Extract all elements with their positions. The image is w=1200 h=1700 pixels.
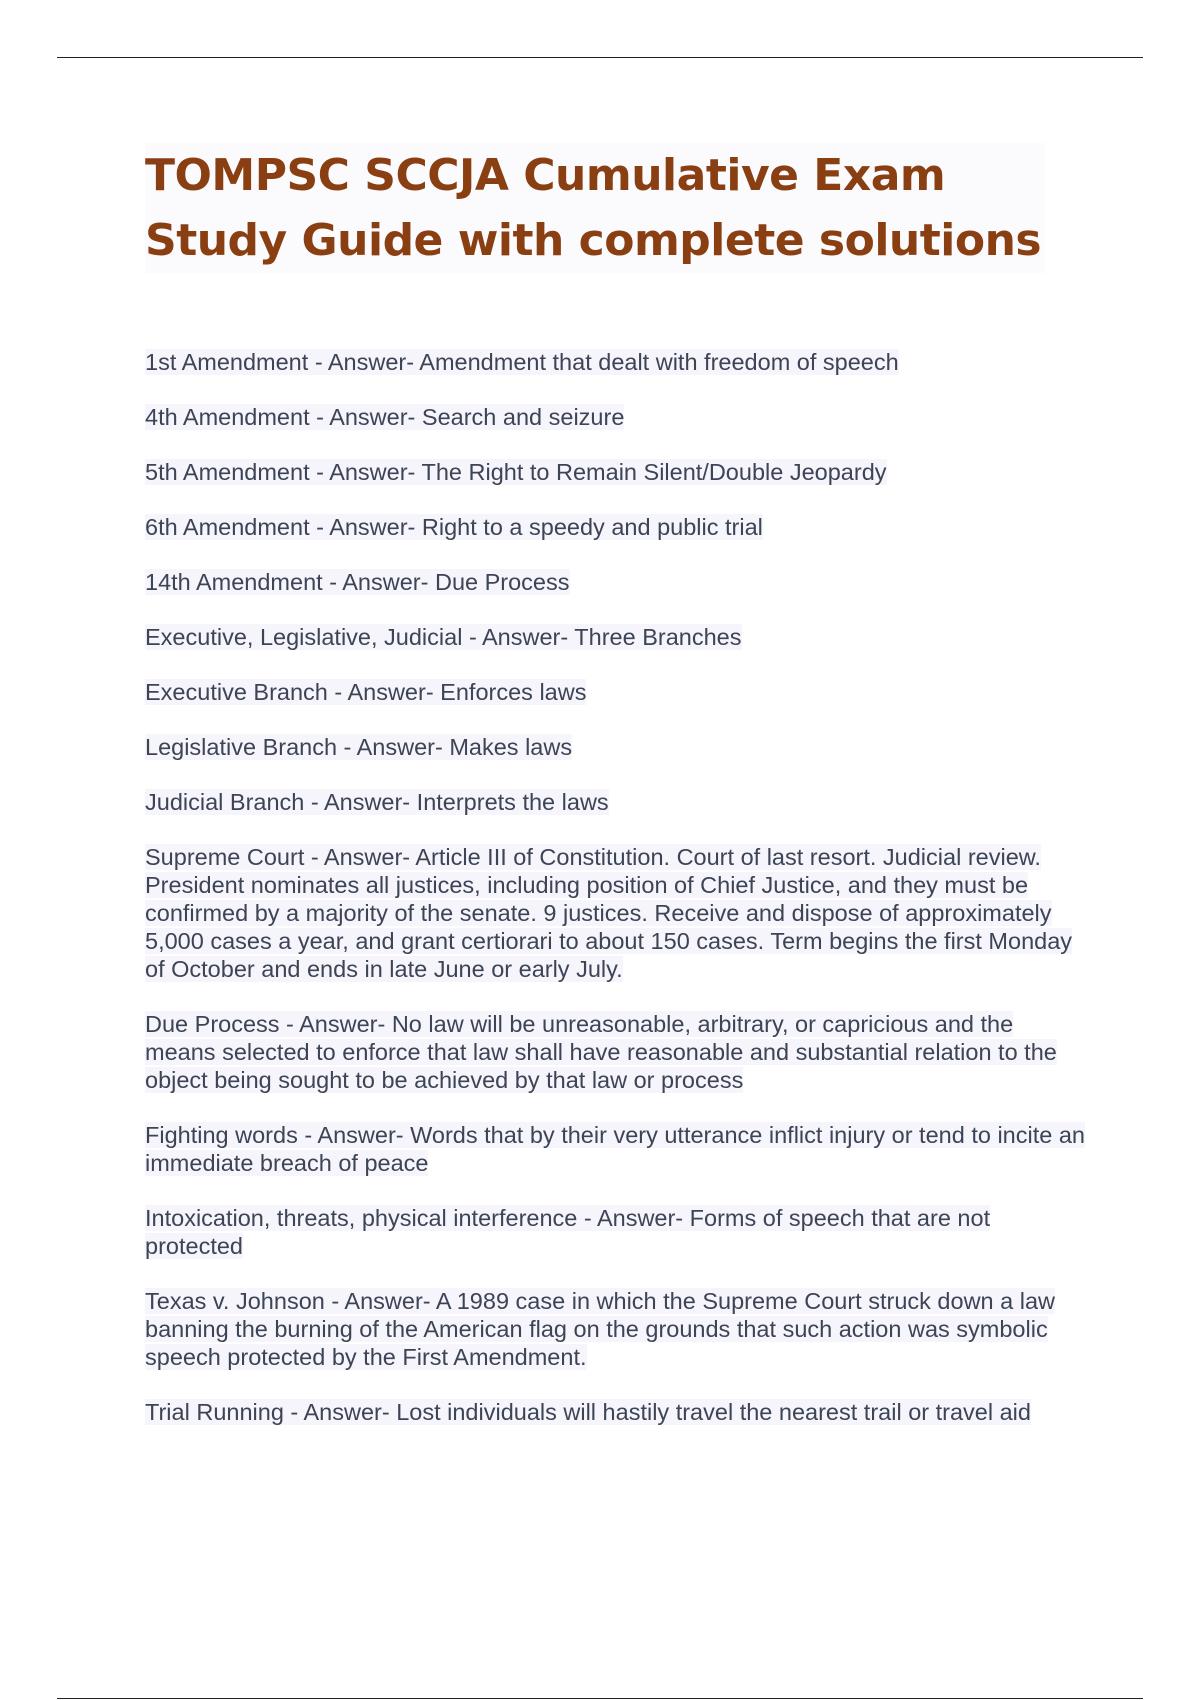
bottom-rule (57, 1698, 1143, 1699)
qa-item (145, 1398, 1090, 1426)
qa-text: 1st Amendment - Answer- Amendment that dealt with freedom of speech (145, 349, 899, 375)
qa-text: 4th Amendment - Answer- Search and seizure (145, 404, 625, 430)
qa-item (145, 843, 1090, 983)
qa-item (145, 1010, 1090, 1094)
qa-text: Intoxication, threats, physical interference - Answer- Forms of speech that are not protected (145, 1205, 991, 1259)
qa-item (145, 458, 1090, 486)
qa-text: Trial Running - Answer- Lost individuals will hastily travel the nearest trail or travel aid (145, 1399, 1031, 1425)
qa-item (145, 623, 1090, 651)
qa-item (145, 403, 1090, 431)
qa-text: 6th Amendment - Answer- Right to a speedy and public trial (145, 514, 763, 540)
qa-text: Legislative Branch - Answer- Makes laws (145, 734, 573, 760)
qa-text: Supreme Court - Answer- Article III of Constitution. Court of last resort. Judicial review. President nominates all justices, including position of Chief Justice, and they must be confirmed by a majority of the senate. 9 justices. Receive and dispose of approximately 5,000 cases a year, and grant certiorari to about 150 cases. Term begins the first Monday of October and ends in late June or early July. (145, 844, 1073, 982)
qa-text: Texas v. Johnson - Answer- A 1989 case in which the Supreme Court struck down a law banning the burning of the American flag on the grounds that such action was symbolic speech protected by the First Amendment. (145, 1288, 1055, 1370)
top-rule (57, 57, 1143, 58)
qa-item (145, 1287, 1090, 1371)
qa-text: Executive, Legislative, Judicial - Answer- Three Branches (145, 624, 742, 650)
qa-item (145, 678, 1090, 706)
qa-text: Fighting words - Answer- Words that by their very utterance inflict injury or tend to incite an immediate breach of peace (145, 1122, 1085, 1176)
qa-item (145, 568, 1090, 596)
qa-text: Executive Branch - Answer- Enforces laws (145, 679, 587, 705)
qa-text: Due Process - Answer- No law will be unreasonable, arbitrary, or capricious and the means selected to enforce that law shall have reasonable and substantial relation to the object being sought to be achieved by that law or process (145, 1011, 1057, 1093)
qa-text: 14th Amendment - Answer- Due Process (145, 569, 570, 595)
qa-item (145, 1121, 1090, 1177)
qa-item (145, 348, 1090, 376)
qa-list (145, 348, 1090, 1453)
qa-item (145, 788, 1090, 816)
qa-item (145, 733, 1090, 761)
qa-item (145, 1204, 1090, 1260)
document-title: TOMPSC SCCJA Cumulative Exam Study Guide with complete solutions (145, 143, 1045, 273)
qa-text: Judicial Branch - Answer- Interprets the laws (145, 789, 609, 815)
qa-item (145, 513, 1090, 541)
qa-text: 5th Amendment - Answer- The Right to Remain Silent/Double Jeopardy (145, 459, 887, 485)
